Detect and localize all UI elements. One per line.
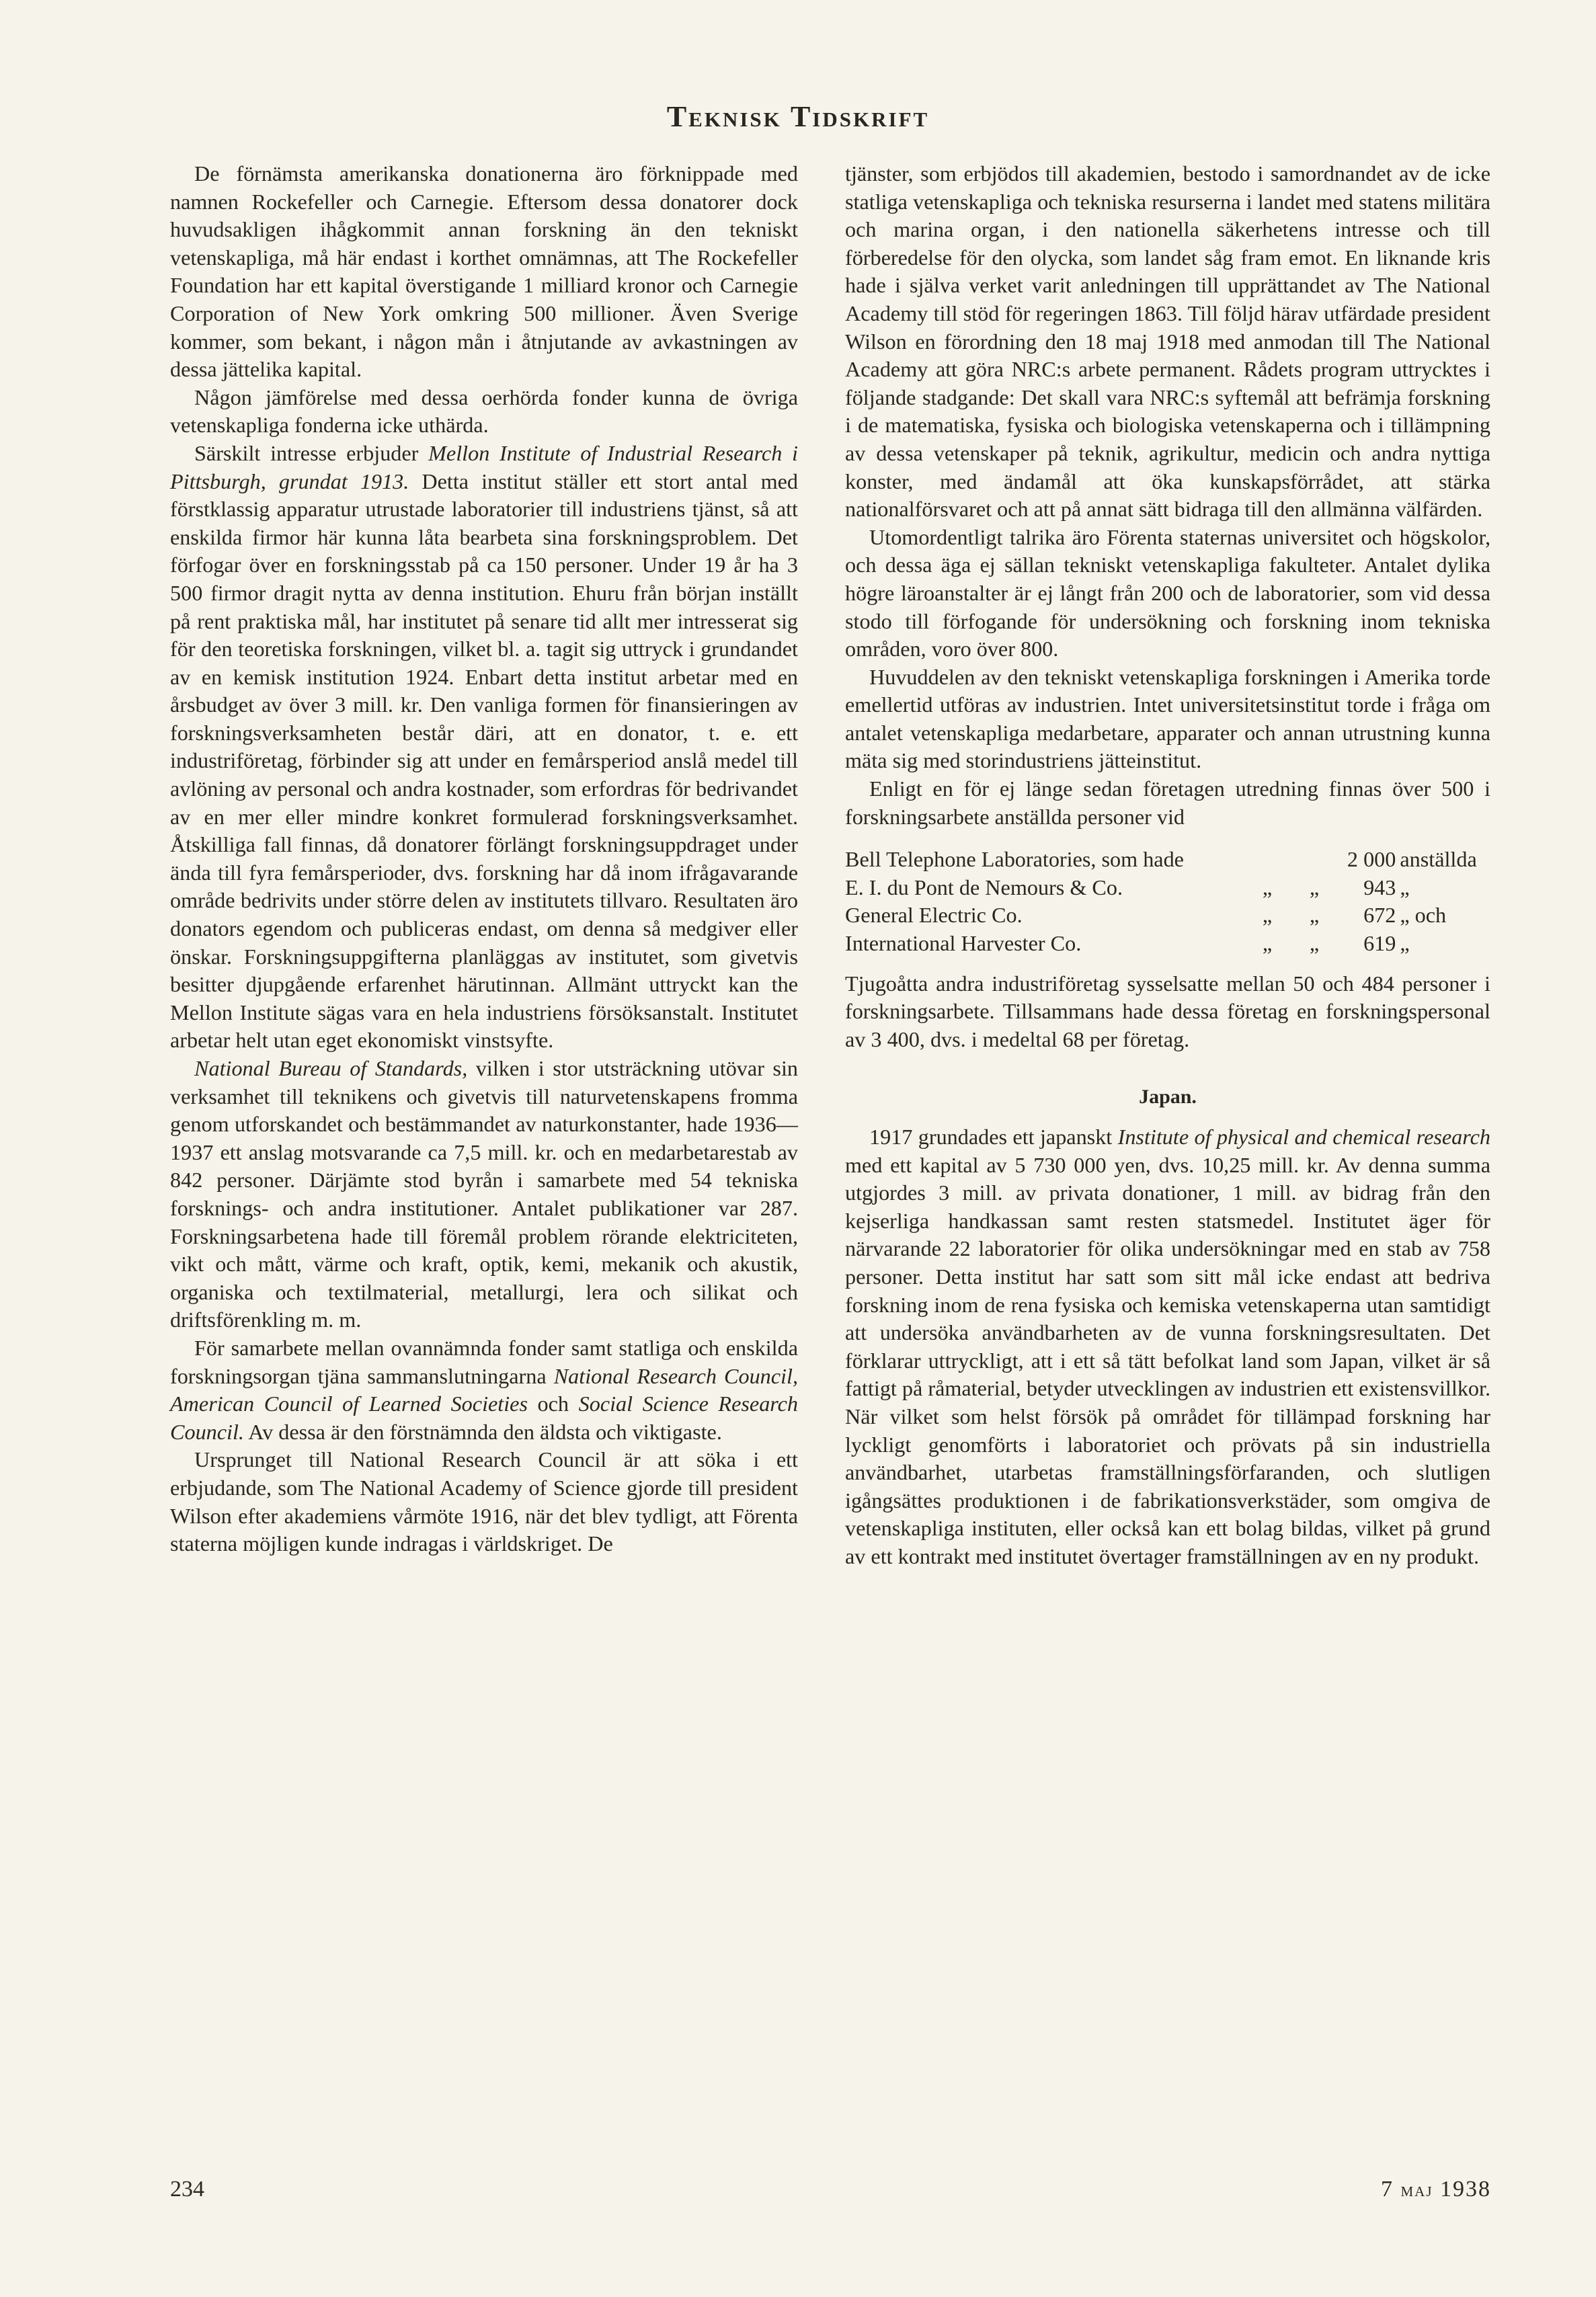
ditto-mark: „ [1262, 875, 1273, 899]
staff-count: 2 000 [1347, 847, 1396, 872]
staff-suffix: anställda [1400, 847, 1477, 872]
paragraph-survey-intro: Enligt en för ej länge sedan företagen utredning finnas över 500 i forskningsarbete anställda personer vid [845, 776, 1490, 829]
ditto-mark: „ [1309, 875, 1320, 899]
company-row [845, 930, 1490, 958]
paragraph-japan-institute: 1917 grundades ett japanskt Institute of physical and chemical research med ett kapital av 5 730 000 yen, dvs. 10,25 mill. kr. Av denna summa utgjordes 3 mill. av privata donationer, 1 mill. av bidrag från den kejserliga handkassan samt resten statsmedel. Institutet äger för närvarande 22 laboratorier för olika undersökningar med en stab av 758 personer. Detta institut har satt som sitt mål icke endast att bedriva forskning inom de rena fysiska och kemiska vetenskaperna utan samtidigt att undersöka användbarheten av de vunna forskningsresultaten. Det förklarar uttryckligt, att i ett så tätt befolkat land som Japan, vilket är så fattigt på råmaterial, betyder utvecklingen av industrien ett existensvillkor. När vilket som helst försök på området för tillämpad forskning har lyckligt genomförts i laboratoriet och prövats på sin industriella användbarhet, utarbetas framställningsförfaranden, och slutligen igångsättes produktionen i de fabrikationsverkstäder, som omgiva de vetenskapliga instituten, eller också kan ett bolag bildas, vilket på grund av ett kontrakt med institutet övertager framställningen av en ny produkt. [845, 1125, 1490, 1568]
paragraph-research-councils: För samarbete mellan ovannämnda fonder samt statliga och enskilda forskningsorgan tjäna sammanslutningarna National Research Council, American Council of Learned Societies och Social Science Research Council. Av dessa är den förstnämnda den äldsta och viktigaste. [170, 1335, 798, 1444]
company-name: E. I. du Pont de Nemours & Co. [845, 875, 1123, 899]
left-column [170, 160, 798, 1558]
councils-names: National Research Council, American Council of Learned Societies [170, 1363, 798, 1416]
ditto-mark: „ [1309, 931, 1320, 956]
paragraph-nrc-origin: Ursprunget till National Research Council är att söka i ett erbjudande, som The National Academy of Science gjorde till president Wilson efter akademiens vårmöte 1916, när det blev tydligt, att Förenta staterna möjligen kunde indragas i världskriget. De [170, 1447, 798, 1556]
company-name: International Harvester Co. [845, 931, 1082, 956]
company-row [845, 901, 1490, 930]
issue-date: 7 maj 1938 [1380, 2177, 1491, 2202]
paragraph-comparison: Någon jämförelse med dessa oerhörda fonder kunna de övriga vetenskapliga fonderna icke uthärda. [170, 385, 798, 438]
bureau-of-standards-name: National Bureau of Standards, [194, 1056, 468, 1080]
staff-count: 619 [1363, 931, 1396, 956]
company-staff-table [845, 846, 1490, 957]
section-heading-japan: Japan. [1139, 1086, 1197, 1109]
mellon-institute-name: Mellon Institute of Industrial Research i Pittsburgh, grundat 1913. [170, 440, 798, 493]
ditto-mark [1291, 846, 1338, 874]
ditto-mark: „ [1262, 903, 1273, 928]
staff-suffix: „ och [1400, 903, 1447, 928]
japan-institute-name: Institute of physical and chemical research [1117, 1125, 1490, 1149]
paragraph-mellon-institute: Särskilt intresse erbjuder Mellon Institute of Industrial Research i Pittsburgh, grundat 1913. Detta institut ställer ett stort antal med förstklassig apparatur utrustade laboratorier till industriens tjänst, så att enskilda firmor här kunna låta bearbeta sina forskningsproblem. Det förfogar över en forskningsstab på ca 150 personer. Under 19 år ha 3 500 firmor dragit nytta av denna institution. Ehuru från början inställt på rent praktiska mål, har institutet på senare tid allt mer intresserat sig för den teoretiska forskningen, vilket bl. a. tagit sig uttryck i grundandet av en kemisk institution 1924. Enbart detta institut arbetar med en årsbudget av över 3 mill. kr. Den vanliga formen för finansieringen av forskningsverksamheten består däri, att en donator, t. e. ett industriföretag, förbinder sig att under en femårsperiod anslå medel till avlöning av personal och andra kostnader, som erfordras för bedrivandet av en mer eller mindre konkret formulerad forskningsverksamhet. Åtskilliga fall finnas, då donatorer förlängt forskningsuppdraget under ända till fyra femårsperioder, dvs. forskning har då inom ifrågavarande område bedrivits under större delen av institutets tillvaro. Resultaten äro donators egendom och publiceras endast, om denna så medgiver eller önskar. Forskningsuppgifterna planläggas av institutet, som givetvis besitter djupgående erfarenhet härutinnan. Allmänt uttryckt kan the Mellon Institute sägas vara en hela industriens försöksanstalt. Institutet arbetar helt utan eget ekonomiskt vinstsyfte. [170, 440, 798, 1053]
right-column [845, 160, 1490, 1571]
company-name: Bell Telephone Laboratories, som hade [845, 847, 1184, 872]
paragraph-bureau-of-standards: National Bureau of Standards, vilken i stor utsträckning utövar sin verksamhet till teknikens och givetvis till naturvetenskapens fromma genom utforskandet och bestämmandet av naturkonstanter, hade 1936—1937 ett anslag motsvarande ca 7,5 mill. kr. och en medarbetarestab av 842 personer. Därjämte stod byrån i samarbete med 54 tekniska forsknings- och andra institutioner. Antalet publikationer var 287. Forskningsarbetena hade till föremål problem rörande elektriciteten, vikt och mått, värme och kraft, optik, kemi, mekanik och akustik, organiska och textilmaterial, metallurgi, lera och silikat och driftsförenkling m. m. [170, 1056, 798, 1332]
staff-count: 943 [1363, 875, 1396, 899]
staff-suffix: „ [1400, 875, 1410, 899]
staff-suffix: „ [1400, 931, 1410, 956]
journal-masthead: Teknisk Tidskrift [666, 100, 930, 133]
paragraph-donations: De förnämsta amerikanska donationerna äro förknippade med namnen Rockefeller och Carnegie. Eftersom dessa donatorer dock huvudsakligen ihågkommit annan forskning än den tekniskt vetenskapliga, må här endast i korthet omnämnas, att The Rockefeller Foundation har ett kapital överstigande 1 milliard kronor och Carnegie Corporation of New York omkring 500 millioner. Även Sverige kommer, som bekant, i någon mån i åtnjutande av avkastningen av dessa jättelika kapital. [170, 161, 798, 382]
ditto-mark: „ [1262, 931, 1273, 956]
ditto-mark [1244, 846, 1291, 874]
paragraph-other-companies: Tjugoåtta andra industriföretag sysselsatte mellan 50 och 484 personer i forskningsarbete. Tillsammans hade dessa företag en forskningspersonal av 3 400, dvs. i medeltal 68 per företag. [845, 971, 1490, 1051]
page-number: 234 [170, 2177, 204, 2202]
social-science-council-name: Social Science Research Council. [170, 1392, 798, 1444]
paragraph-industry-research: Huvuddelen av den tekniskt vetenskapliga forskningen i Amerika torde emellertid utföras av industrien. Intet universitetsinstitut torde i fråga om antalet vetenskapliga medarbetare, apparater och annan utrustning kunna mäta sig med storindustriens jätteinstitut. [845, 664, 1490, 773]
ditto-mark: „ [1309, 903, 1320, 928]
company-row [845, 874, 1490, 902]
paragraph-universities: Utomordentligt talrika äro Förenta staternas universitet och högskolor, och dessa äga ej sällan tekniskt vetenskapliga fakulteter. Antalet dylika högre läroanstalter är ej långt från 200 och de laboratorier, som vid dessa stodo till förfogande för undersökning och forskning inom tekniska områden, voro över 800. [845, 524, 1490, 661]
company-name: General Electric Co. [845, 903, 1023, 928]
staff-count: 672 [1363, 903, 1396, 928]
company-row [845, 846, 1490, 874]
paragraph-nrc-continued: tjänster, som erbjödos till akademien, bestodo i samordnandet av de icke statliga vetenskapliga och tekniska resurserna i landet med statens militära och marina organ, i den nationella säkerhetens intresse och till förberedelse för den olycka, som landet såg fram emot. En liknande kris hade i själva verket varit anledningen till upprättandet av The National Academy till stöd för regeringen 1863. Till följd härav utfärdade president Wilson en förordning den 18 maj 1918 med anmodan till The National Academy att göra NRC:s arbete permanent. Rådets program uttrycktes i följande stadgande: Det skall vara NRC:s syftemål att befrämja forskning i de matematiska, fysiska och biologiska vetenskaperna och i tillämpning av dessa vetenskaper på teknik, agrikultur, medicin och andra nyttiga konster, med ändamål att öka kunskapsförrådet, att stärka nationalförsvaret och att på annat sätt bidraga till den allmänna välfärden. [845, 161, 1490, 522]
